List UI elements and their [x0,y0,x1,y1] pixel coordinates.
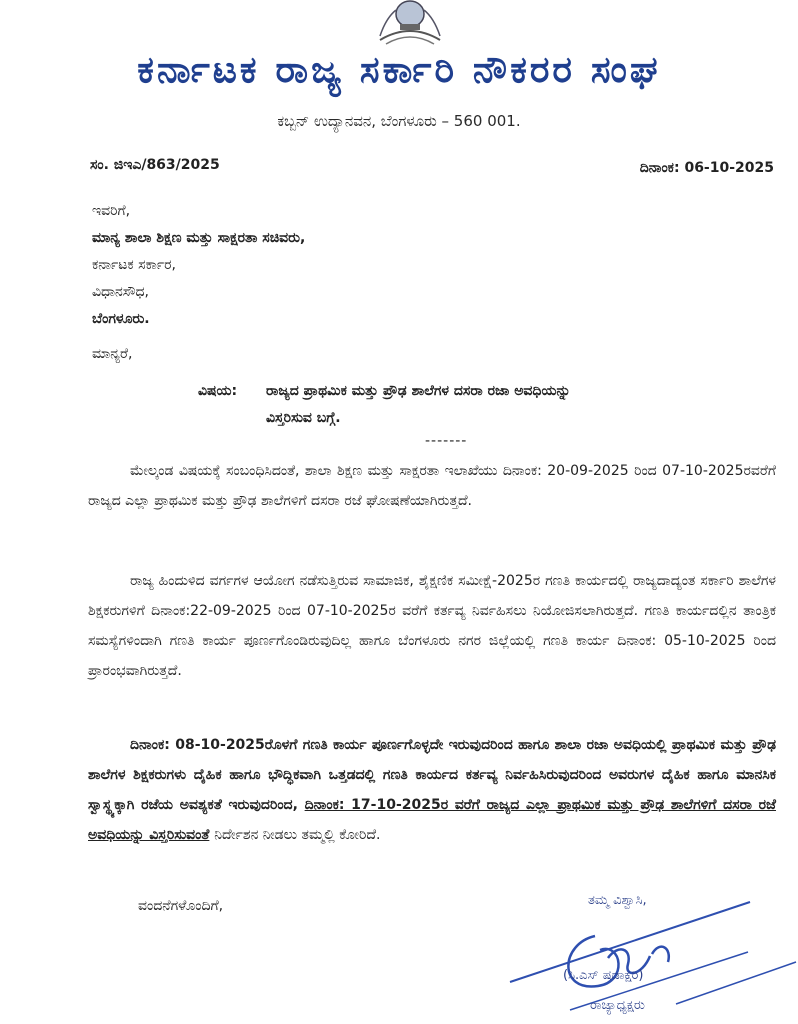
body-paragraph [88,456,776,516]
subject-line: ರಾಜ್ಯದ ಪ್ರಾಥಮಿಕ ಮತ್ತು ಪ್ರೌಢ ಶಾಲೆಗಳ ದಸರಾ ರಜಾ ಅವಧಿಯನ್ನು [266,383,571,399]
divider: ------- [425,433,468,449]
body-paragraph [88,730,776,850]
recipient-line: ಕರ್ನಾಟಕ ಸರ್ಕಾರ, [92,257,176,273]
reference-number: ಸಂ. ಜಿಇಎ/863/2025 [90,157,220,173]
sign-off: ತಮ್ಮ ವಿಶ್ವಾಸಿ, [588,893,647,908]
handwritten-signature [500,900,798,1024]
subject-block [198,378,571,432]
body-paragraph [88,566,776,686]
paragraph-text: ಮೇಲ್ಕಂಡ ವಿಷಯಕ್ಕೆ ಸಂಬಂಧಿಸಿದಂತೆ, ಶಾಲಾ ಶಿಕ್ಷಣ ಮತ್ತು ಸಾಕ್ಷರತಾ ಇಲಾಖೆಯು ದಿನಾಂಕ: 20-09-2025 ರಿಂದ 07-10-2025ರವರೆಗೆ ರಾಜ್ಯದ ಎಲ್ಲಾ ಪ್ರಾಥಮಿಕ ಮತ್ತು ಪ್ರೌಢ ಶಾಲೆಗಳಿಗೆ ದಸರಾ ರಜೆ ಘೋಷಣೆಯಾಗಿರುತ್ತದೆ. [88,463,776,509]
recipient-line: ಮಾನ್ಯ ಶಾಲಾ ಶಿಕ್ಷಣ ಮತ್ತು ಸಾಕ್ಷರತಾ ಸಚಿವರು, [92,230,306,246]
closing: ವಂದನೆಗಳೊಂದಿಗೆ, [138,898,224,914]
organization-name: ಕರ್ನಾಟಕ ರಾಜ್ಯ ಸರ್ಕಾರಿ ನೌಕರರ ಸಂಘ [137,48,661,91]
organization-address: ಕಬ್ಬನ್ ಉದ್ಯಾನವನ, ಬೆಂಗಳೂರು – 560 001. [277,112,521,130]
recipient-address [92,198,305,333]
underlined-request: ದಿನಾಂಕ: 17-10-2025ರ ವರೆಗೆ ರಾಜ್ಯದ ಎಲ್ಲಾ ಪ್ರಾಥಮಿಕ ಮತ್ತು ಪ್ರೌಢ ಶಾಲೆಗಳಿಗೆ ದಸರಾ ರಜೆ ಅವಧಿಯನ್ನು ವಿಸ್ತರಿಸುವಂತೆ [88,797,776,843]
letter-date: ದಿನಾಂಕ: 06-10-2025 [639,160,774,176]
paragraph-text: ರಾಜ್ಯ ಹಿಂದುಳಿದ ವರ್ಗಗಳ ಆಯೋಗ ನಡೆಸುತ್ತಿರುವ ಸಾಮಾಜಿಕ, ಶೈಕ್ಷಣಿಕ ಸಮೀಕ್ಷೆ-2025ರ ಗಣತಿ ಕಾರ್ಯದಲ್ಲಿ ರಾಜ್ಯದಾದ್ಯಂತ ಸರ್ಕಾರಿ ಶಾಲೆಗಳ ಶಿಕ್ಷಕರುಗಳಿಗೆ ದಿನಾಂಕ:22-09-2025 ರಿಂದ 07-10-2025ರ ವರೆಗೆ ಕರ್ತವ್ಯ ನಿರ್ವಹಿಸಲು ನಿಯೋಜಿಸಲಾಗಿರುತ್ತದೆ. ಗಣತಿ ಕಾರ್ಯದಲ್ಲಿನ ತಾಂತ್ರಿಕ ಸಮಸ್ಯೆಗಳಿಂದಾಗಿ ಗಣತಿ ಕಾರ್ಯ ಪೂರ್ಣಗೊಂಡಿರುವುದಿಲ್ಲ ಹಾಗೂ ಬೆಂಗಳೂರು ನಗರ ಜಿಲ್ಲೆಯಲ್ಲಿ ಗಣತಿ ಕಾರ್ಯ ದಿನಾಂಕ: 05-10-2025 ರಿಂದ ಪ್ರಾರಂಭವಾಗಿರುತ್ತದೆ. [88,573,776,679]
recipient-line: ಬೆಂಗಳೂರು. [92,311,150,327]
recipient-line: ಇವರಿಗೆ, [92,203,131,219]
signatory-name: (ಸಿ.ಎಸ್ ಷಡಾಕ್ಷರಿ) [563,968,644,983]
subject-label: ವಿಷಯ: [198,383,238,399]
signatory-title: ರಾಜ್ಯಾಧ್ಯಕ್ಷರು [590,998,645,1013]
paragraph-text: ದಿನಾಂಕ: 08-10-2025ರೊಳಗೆ ಗಣತಿ ಕಾರ್ಯ ಪೂರ್ಣಗೊಳ್ಳದೇ ಇರುವುದರಿಂದ ಹಾಗೂ ಶಾಲಾ ರಜಾ ಅವಧಿಯಲ್ಲಿ ಪ್ರಾಥಮಿಕ ಮತ್ತು ಪ್ರೌಢ ಶಾಲೆಗಳ ಶಿಕ್ಷಕರುಗಳು ದೈಹಿಕ ಹಾಗೂ ಭೌದ್ಧಿಕವಾಗಿ ಒತ್ತಡದಲ್ಲಿ ಗಣತಿ ಕಾರ್ಯದ ಕರ್ತವ್ಯ ನಿರ್ವಹಿಸಿರುವುದರಿಂದ ಅವರುಗಳ ದೈಹಿಕ ಹಾಗೂ ಮಾನಸಿಕ ಸ್ವಾಸ್ಥ್ಯಕ್ಕಾಗಿ ರಜೆಯ ಅವಶ್ಯಕತೆ ಇರುವುದರಿಂದ, [88,737,776,813]
paragraph-text: ನಿರ್ದೇಶನ ನೀಡಲು ತಮ್ಮಲ್ಲಿ ಕೋರಿದೆ. [214,827,381,843]
subject-line: ವಿಸ್ತರಿಸುವ ಬಗ್ಗೆ. [266,410,341,426]
recipient-line: ವಿಧಾನಸೌಧ, [92,284,149,300]
emblem-seal [360,0,460,46]
salutation: ಮಾನ್ಯರೆ, [92,346,133,362]
